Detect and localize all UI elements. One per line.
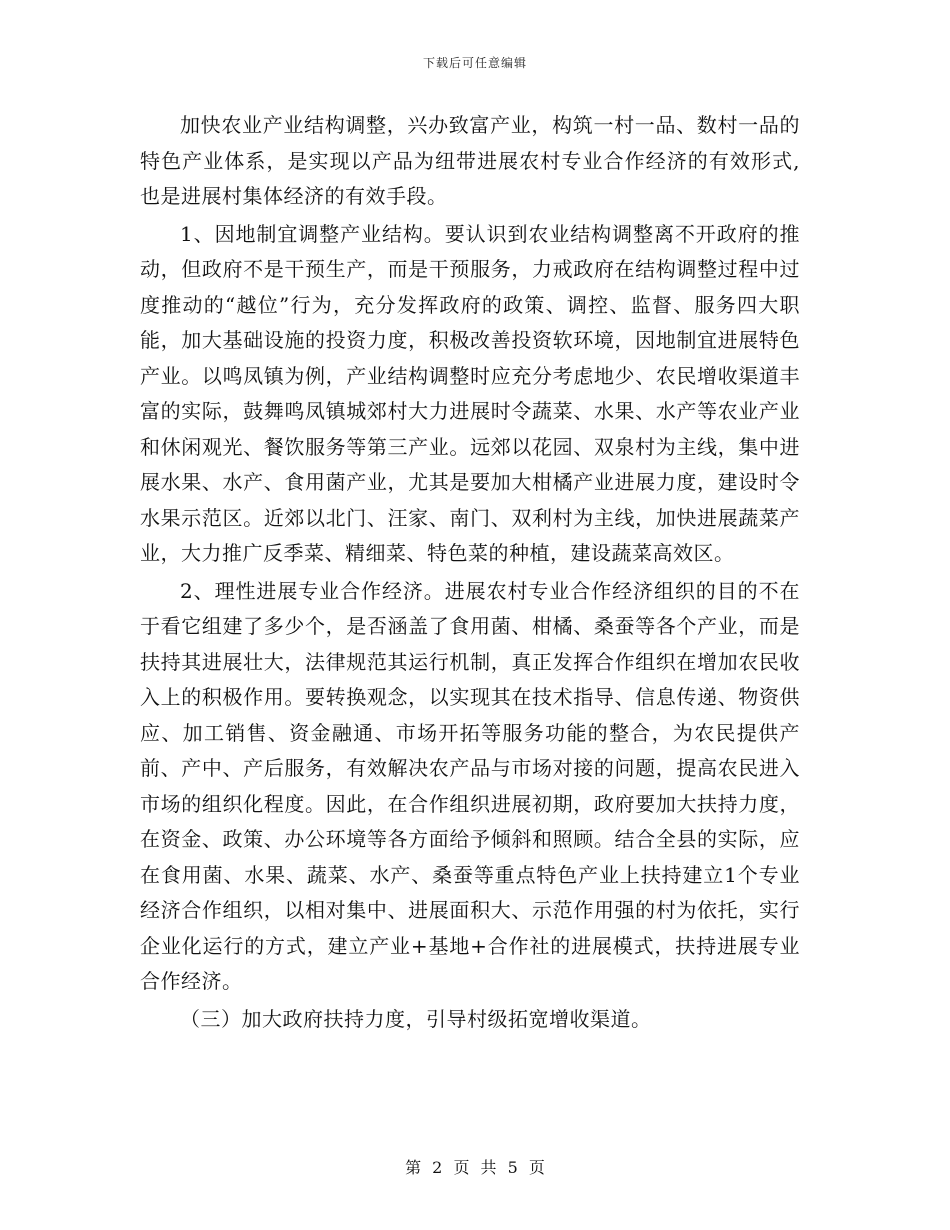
paragraph-intro: 加快农业产业结构调整，兴办致富产业，构筑一村一品、数村一品的特色产业体系，是实现以产品为纽带进展农村专业合作经济的有效形式,也是进展村集体经济的有效手段。 [140,113,800,208]
paragraph-point-1: 1、因地制宜调整产业结构。要认识到农业结构调整离不开政府的推动，但政府不是干预生产，而是干预服务，力戒政府在结构调整过程中过度推动的“越位”行为，充分发挥政府的政策、调控、监督、服务四大职能，加大基础设施的投资力度，积极改善投资软环境，因地制宜进展特色产业。以鸣凤镇为例，产业结构调整时应充分考虑地少、农民增收渠道丰富的实际，鼓舞鸣凤镇城郊村大力进展时令蔬菜、水果、水产等农业产业和休闲观光、餐饮服务等第三产业。远郊以花园、双泉村为主线，集中进展水果、水产、食用菌产业，尤其是要加大柑橘产业进展力度，建设时令水果示范区。近郊以北门、汪家、南门、双利村为主线，加快进展蔬菜产业，大力推广反季菜、精细菜、特色菜的种植，建设蔬菜高效区。 [140,221,800,565]
paragraph-point-2: 2、理性进展专业合作经济。进展农村专业合作经济组织的目的不在于看它组建了多少个，是否涵盖了食用菌、柑橘、桑蚕等各个产业，而是扶持其进展壮大，法律规范其运行机制，真正发挥合作组织在增加农民收入上的积极作用。要转换观念，以实现其在技术指导、信息传递、物资供应、加工销售、资金融通、市场开拓等服务功能的整合，为农民提供产前、产中、产后服务，有效解决农产品与市场对接的问题，提高农民进入市场的组织化程度。因此，在合作组织进展初期，政府要加大扶持力度，在资金、政策、办公环境等各方面给予倾斜和照顾。结合全县的实际，应在食用菌、水果、蔬菜、水产、桑蚕等重点特色产业上扶持建立1个专业经济合作组织，以相对集中、进展面积大、示范作用强的村为依托，实行企业化运行的方式，建立产业+基地+合作社的进展模式，扶持进展专业合作经济。 [140,578,800,993]
document-body [140,108,800,1039]
header-note: 下载后可任意编辑 [422,56,527,70]
section-heading-3: （三）加大政府扶持力度，引导村级拓宽增收渠道。 [180,1006,652,1031]
page-number: 第 2 页 共 5 页 [405,1158,545,1177]
